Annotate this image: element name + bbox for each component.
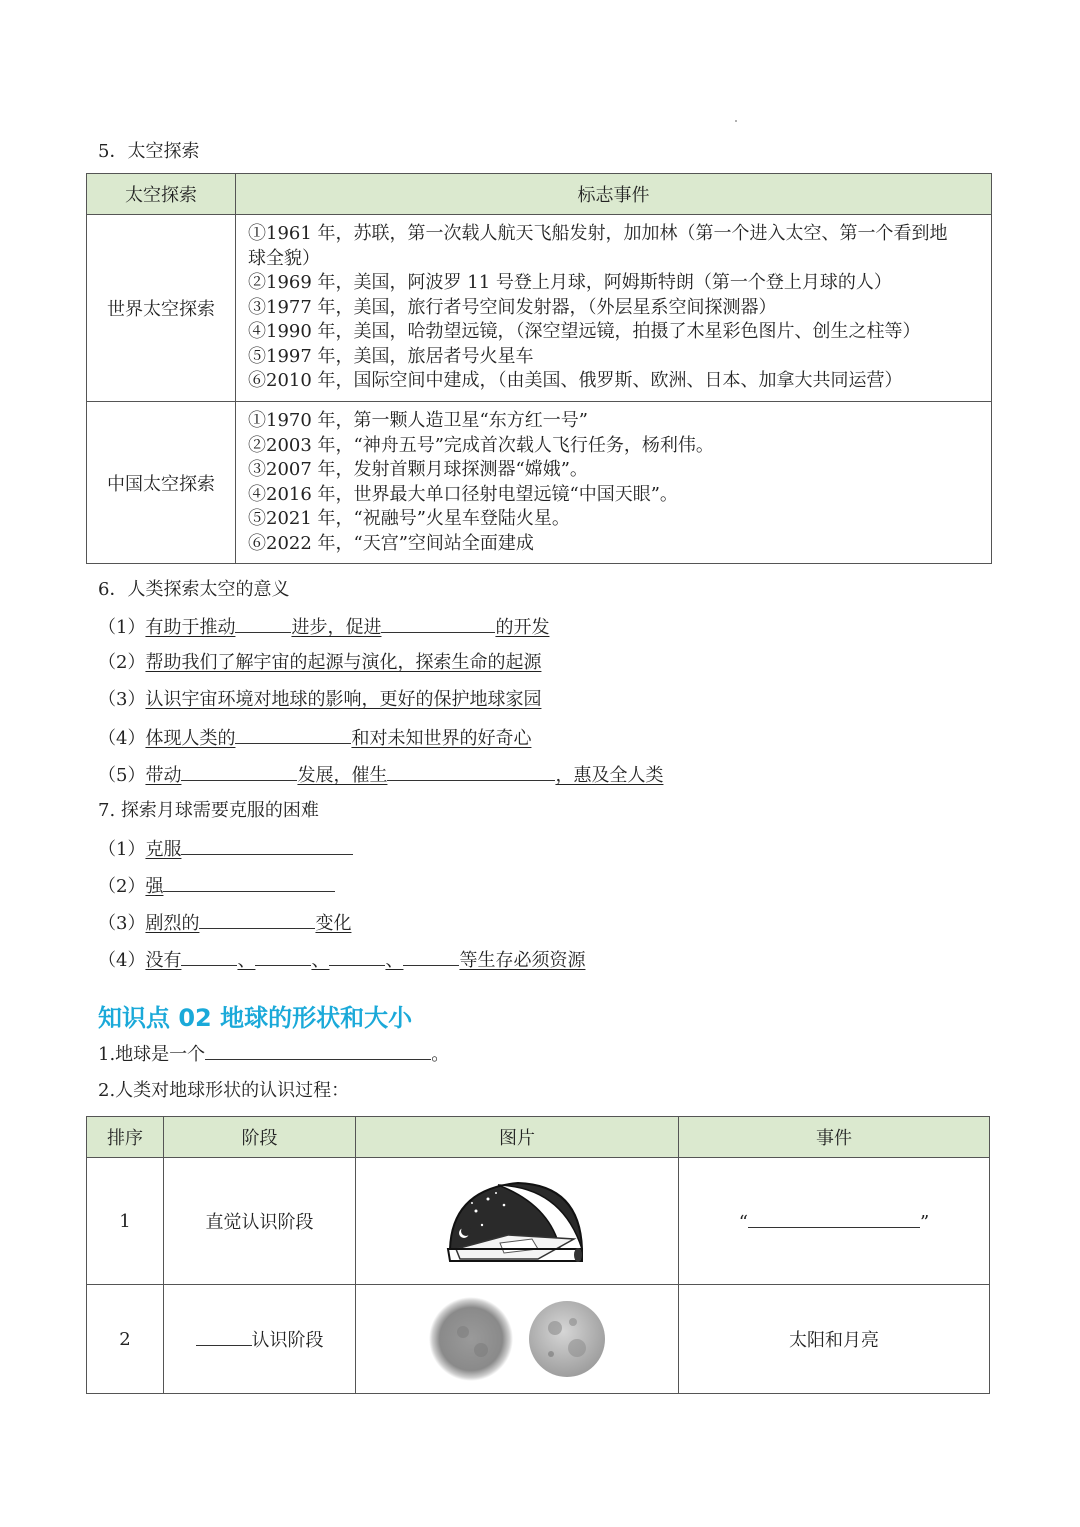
event-line: ④1990 年，美国，哈勃望远镜，（深空望远镜，拍摄了木星彩色图片、创生之柱等） bbox=[248, 321, 921, 343]
question-2: 2.人类对地球形状的认识过程： bbox=[98, 1080, 350, 1101]
china-exploration-label: 中国太空探索 bbox=[87, 402, 236, 564]
event-line: ③1977 年，美国，旅行者号空间发射器，（外层星系空间探测器） bbox=[248, 296, 777, 318]
event-line: 球全貌） bbox=[248, 247, 320, 269]
event-line: ①1961 年，苏联，第一次载人航天飞船发射，加加林（第一个进入太空、第一个看到地 bbox=[248, 223, 948, 245]
significance-item-1: （1）有助于推动 进步，促进 的开发 bbox=[98, 614, 549, 640]
fill-blank[interactable] bbox=[235, 614, 291, 633]
order-cell: 1 bbox=[87, 1158, 164, 1285]
space-exploration-table bbox=[86, 173, 992, 564]
fill-blank[interactable] bbox=[181, 836, 353, 855]
col-header-order: 排序 bbox=[87, 1117, 164, 1158]
fill-blank[interactable] bbox=[329, 947, 385, 966]
fill-blank[interactable] bbox=[181, 947, 237, 966]
earth-shape-table bbox=[86, 1116, 990, 1394]
event-cell: “ ” bbox=[679, 1158, 990, 1285]
event-line: ③2007 年，发射首颗月球探测器“嫦娥”。 bbox=[248, 459, 588, 480]
table-header-row bbox=[87, 1117, 990, 1158]
col-header-stage: 阶段 bbox=[164, 1117, 356, 1158]
event-line: ⑥2022 年，“天宫”空间站全面建成 bbox=[248, 532, 534, 554]
col-header-image: 图片 bbox=[356, 1117, 679, 1158]
order-cell: 2 bbox=[87, 1285, 164, 1394]
difficulty-item-2: （2）强 bbox=[98, 873, 335, 899]
event-line: ⑥2010 年，国际空间中建成，（由美国、俄罗斯、欧洲、日本、加拿大共同运营） bbox=[248, 370, 903, 392]
table-row bbox=[87, 215, 992, 402]
event-cell: 太阳和月亮 bbox=[679, 1285, 990, 1394]
event-line: ⑤2021 年，“祝融号”火星车登陆火星。 bbox=[248, 508, 570, 529]
difficulty-item-3: （3）剧烈的 变化 bbox=[98, 910, 351, 936]
sky-dome-illustration bbox=[442, 1175, 592, 1267]
knowledge-point-02-heading: 知识点 02 地球的形状和大小 bbox=[98, 1004, 413, 1032]
fill-blank[interactable] bbox=[235, 725, 351, 744]
event-line: ⑤1997 年，美国，旅居者号火星车 bbox=[248, 345, 534, 367]
stage-cell: 直觉认识阶段 bbox=[164, 1158, 356, 1285]
fill-blank[interactable] bbox=[205, 1041, 431, 1060]
fill-blank[interactable] bbox=[163, 873, 335, 892]
stray-dot bbox=[735, 120, 737, 122]
world-exploration-label: 世界太空探索 bbox=[87, 215, 236, 402]
event-line: ②2003 年，“神舟五号”完成首次载人飞行任务，杨利伟。 bbox=[248, 434, 714, 456]
fill-blank[interactable] bbox=[199, 910, 315, 929]
question-1: 1.地球是一个 。 bbox=[98, 1041, 449, 1067]
significance-item-5: （5）带动 发展，催生 ，惠及全人类 bbox=[98, 762, 663, 788]
section-5-title: 5．太空探索 bbox=[98, 141, 200, 162]
image-cell bbox=[356, 1158, 679, 1285]
fill-blank[interactable] bbox=[255, 947, 311, 966]
table-row bbox=[87, 1158, 990, 1285]
table-row bbox=[87, 1285, 990, 1394]
table-row bbox=[87, 402, 992, 564]
section-6-title: 6．人类探索太空的意义 bbox=[98, 579, 290, 600]
col-header-events: 标志事件 bbox=[236, 174, 992, 215]
col-header-exploration: 太空探索 bbox=[87, 174, 236, 215]
significance-item-4: （4）体现人类的 和对未知世界的好奇心 bbox=[98, 725, 531, 751]
fill-blank[interactable] bbox=[387, 762, 555, 781]
moon-icon bbox=[529, 1301, 605, 1377]
difficulty-item-1: （1）克服 bbox=[98, 836, 353, 862]
stage-cell: 认识阶段 bbox=[164, 1285, 356, 1394]
event-line: ④2016 年，世界最大单口径射电望远镜“中国天眼”。 bbox=[248, 483, 678, 505]
section-7-title: 7. 探索月球需要克服的困难 bbox=[98, 800, 319, 821]
fill-blank[interactable] bbox=[748, 1209, 920, 1228]
fill-blank[interactable] bbox=[196, 1327, 252, 1346]
event-line: ①1970 年，第一颗人造卫星“东方红一号” bbox=[248, 410, 588, 431]
fill-blank[interactable] bbox=[381, 614, 495, 633]
fill-blank[interactable] bbox=[403, 947, 459, 966]
image-cell bbox=[356, 1285, 679, 1394]
significance-item-2: （2）帮助我们了解宇宙的起源与演化，探索生命的起源 bbox=[98, 652, 542, 673]
col-header-event: 事件 bbox=[679, 1117, 990, 1158]
event-line: ②1969 年，美国，阿波罗 11 号登上月球，阿姆斯特朗（第一个登上月球的人） bbox=[248, 272, 892, 294]
difficulty-item-4: （4）没有 、 、 、 等生存必须资源 bbox=[98, 947, 585, 973]
fill-blank[interactable] bbox=[181, 762, 297, 781]
sun-moon-illustration bbox=[427, 1294, 607, 1384]
significance-item-3: （3）认识宇宙环境对地球的影响，更好的保护地球家园 bbox=[98, 689, 542, 710]
china-events-cell bbox=[236, 402, 992, 564]
world-events-cell bbox=[236, 215, 992, 402]
table-header-row bbox=[87, 174, 992, 215]
sun-icon bbox=[429, 1297, 513, 1381]
